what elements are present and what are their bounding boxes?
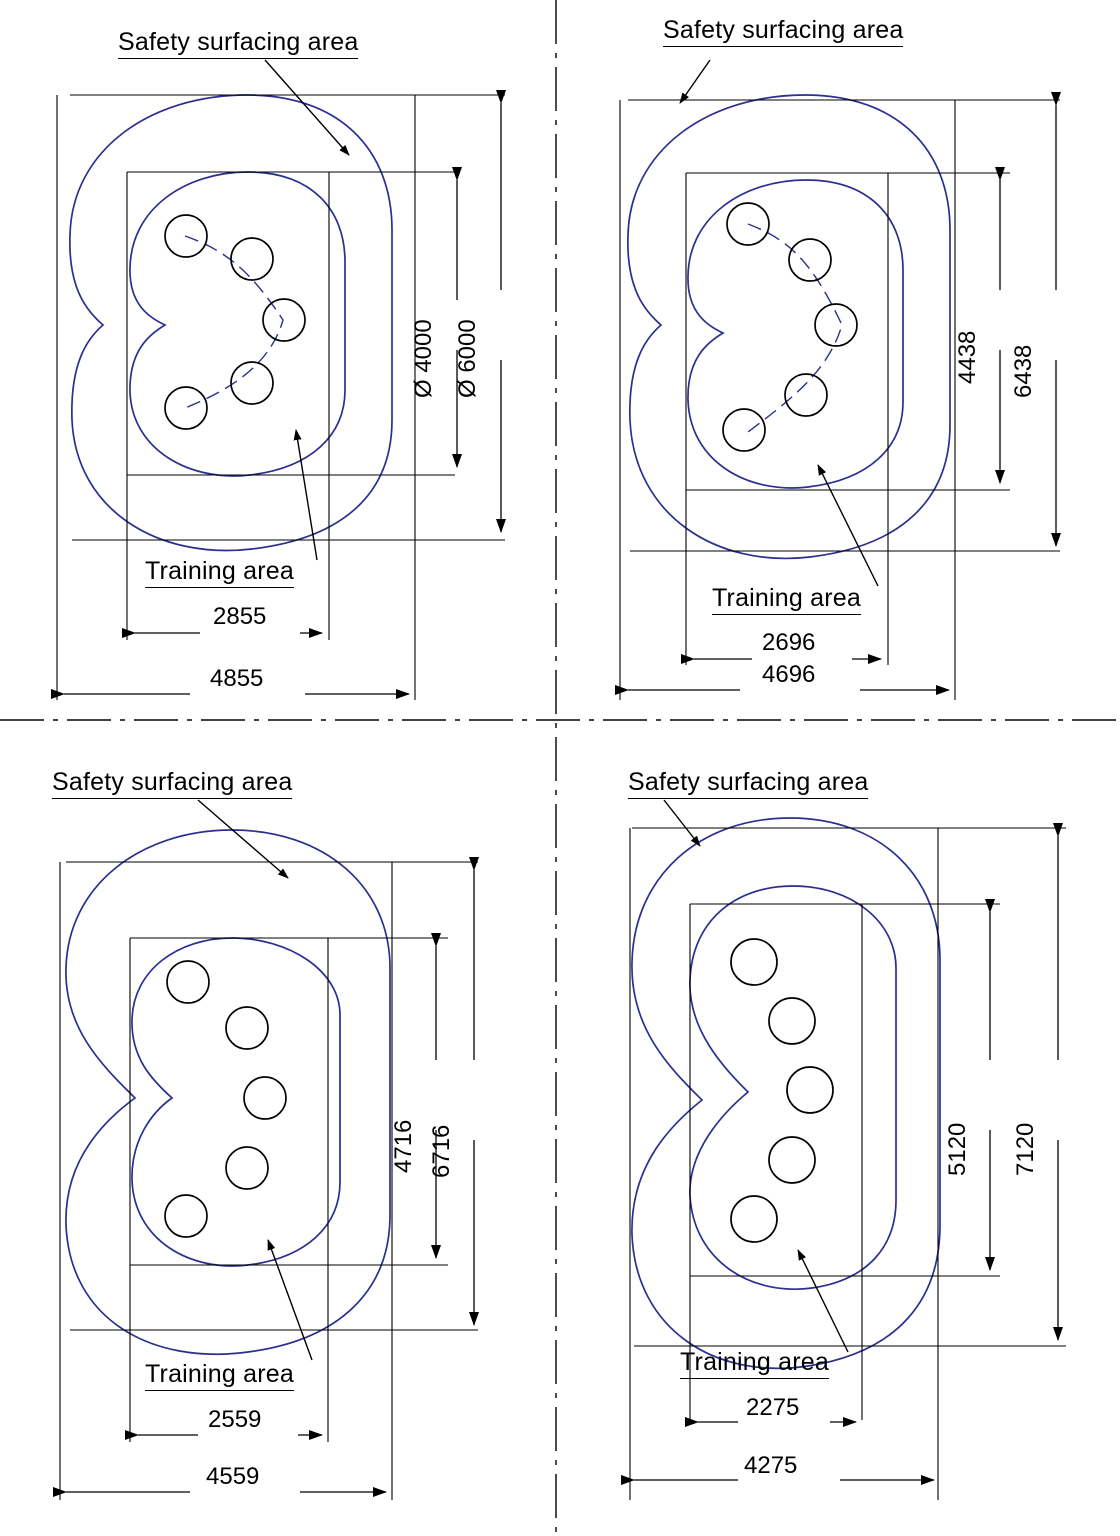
training-area-label-bl: Training area xyxy=(145,1360,294,1391)
training-area-label-tl: Training area xyxy=(145,557,294,588)
safety-surfacing-label-tl: Safety surfacing area xyxy=(118,28,358,59)
training-area-outline-tl xyxy=(130,172,345,476)
leader-safety-tl xyxy=(265,60,349,155)
safety-surfacing-label-br: Safety surfacing area xyxy=(628,768,868,799)
leader-safety-br xyxy=(664,800,700,846)
dim-outer-horizontal-tl: 4855 xyxy=(210,665,264,692)
path-arc-tl xyxy=(185,236,283,408)
safety-surfacing-outline-tl xyxy=(70,95,392,551)
training-area-outline-tr xyxy=(688,180,903,488)
safety-surfacing-outline-bl xyxy=(66,830,390,1354)
safety-surfacing-outline-br xyxy=(632,818,940,1368)
leader-training-br xyxy=(798,1250,848,1352)
leader-safety-tr xyxy=(680,60,710,103)
dim-inner-horizontal-tl: 2855 xyxy=(213,603,267,630)
training-area-label-br: Training area xyxy=(680,1348,829,1379)
dim-outer-vertical-tl: Ø 6000 xyxy=(454,319,481,398)
path-arc-tr xyxy=(748,224,842,432)
panel-bottom-right xyxy=(630,800,1066,1500)
dim-outer-vertical-bl: 6716 xyxy=(428,1124,455,1178)
leader-training-tr xyxy=(818,465,878,586)
dim-outer-horizontal-br: 4275 xyxy=(744,1452,798,1479)
safety-surfacing-label-tr: Safety surfacing area xyxy=(663,16,903,47)
dim-outer-horizontal-bl: 4559 xyxy=(206,1463,260,1490)
safety-surfacing-outline-tr xyxy=(628,95,950,558)
dim-outer-horizontal-tr: 4696 xyxy=(762,661,816,688)
dim-inner-horizontal-br: 2275 xyxy=(746,1394,800,1421)
safety-surfacing-label-bl: Safety surfacing area xyxy=(52,768,292,799)
dim-outer-vertical-br: 7120 xyxy=(1012,1122,1039,1176)
dim-inner-vertical-tr: 4438 xyxy=(954,330,981,384)
dim-inner-horizontal-tr: 2696 xyxy=(762,629,816,656)
stepper-circles-tl xyxy=(165,215,305,429)
training-area-outline-br xyxy=(690,886,896,1289)
leader-safety-bl xyxy=(198,800,288,878)
dim-inner-vertical-bl: 4716 xyxy=(390,1119,417,1173)
training-area-label-tr: Training area xyxy=(712,584,861,615)
extension-lines-bl xyxy=(60,862,478,1500)
stepper-circles-bl xyxy=(165,961,286,1237)
dim-inner-horizontal-bl: 2559 xyxy=(208,1406,262,1433)
dim-outer-vertical-tr: 6438 xyxy=(1010,344,1037,398)
training-area-outline-bl xyxy=(132,938,340,1266)
dim-inner-vertical-tl: Ø 4000 xyxy=(410,319,437,398)
leader-training-bl xyxy=(268,1240,312,1360)
stepper-circles-tr xyxy=(723,203,857,451)
dim-inner-vertical-br: 5120 xyxy=(944,1122,971,1176)
